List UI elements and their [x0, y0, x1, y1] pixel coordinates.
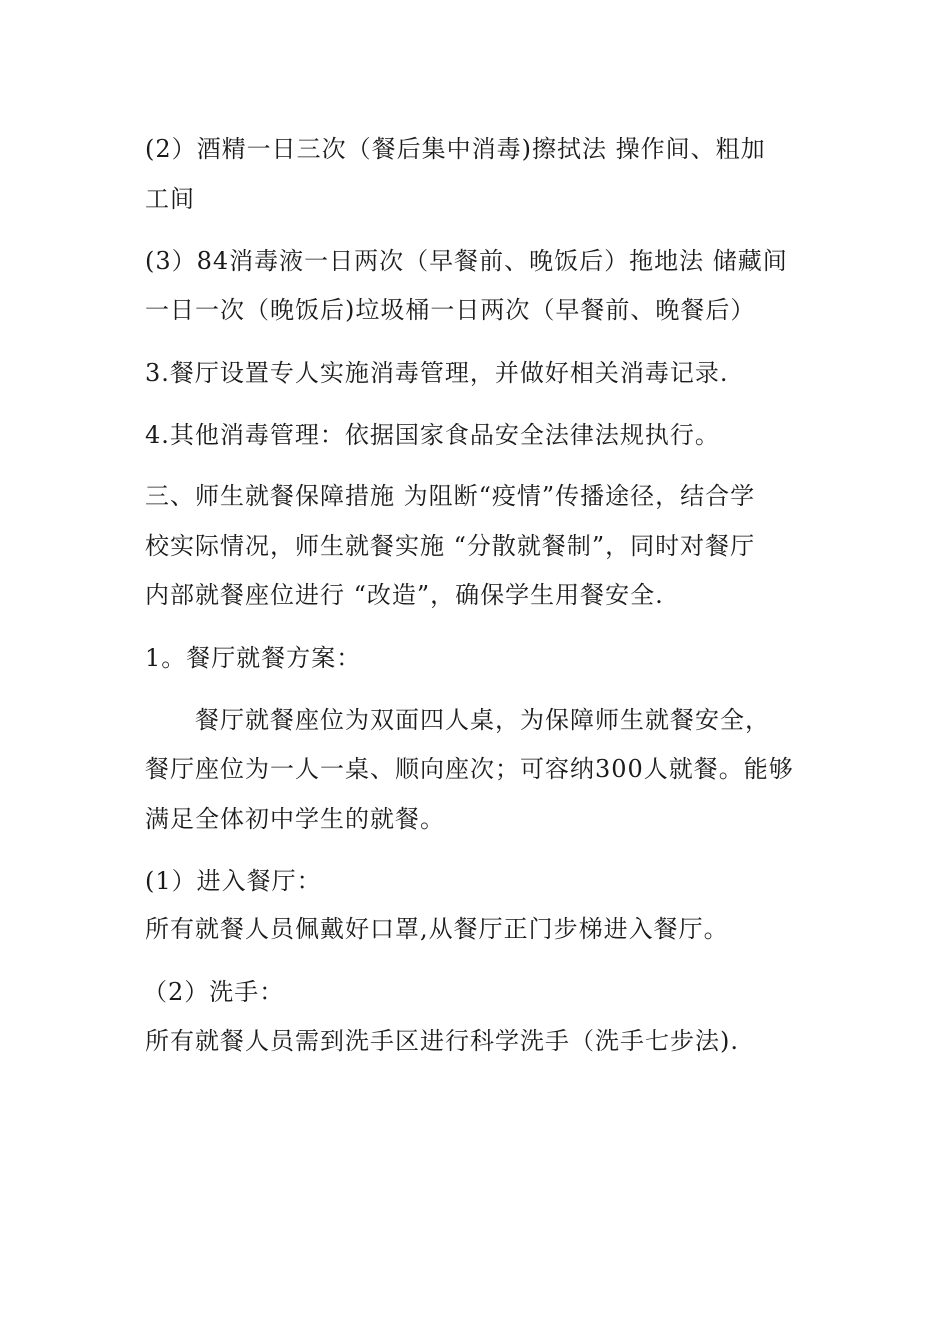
paragraph-line-9: 内部就餐座位进行 “改造”，确保学生用餐安全.	[145, 581, 664, 609]
paragraph-line-8: 校实际情况，师生就餐实施 “分散就餐制”，同时对餐厅	[145, 532, 756, 560]
paragraph-line-5: 3.餐厅设置专人实施消毒管理，并做好相关消毒记录.	[145, 359, 729, 387]
paragraph-line-12: 餐厅座位为一人一桌、顺向座次；可容纳300人就餐。能够	[145, 755, 794, 783]
paragraph-line-1: (2）酒精一日三次（餐后集中消毒)擦拭法 操作间、粗加	[145, 135, 766, 163]
paragraph-line-2: 工间	[145, 185, 195, 213]
subheading-line: 1。餐厅就餐方案：	[145, 644, 362, 672]
paragraph-line-11: 餐厅就餐座位为双面四人桌，为保障师生就餐安全，	[195, 706, 770, 734]
section-heading-line: 三、师生就餐保障措施 为阻断“疫情”传播途径，结合学	[145, 482, 756, 510]
paragraph-line-4: 一日一次（晚饭后)垃圾桶一日两次（早餐前、晚餐后）	[145, 296, 756, 324]
paragraph-line-14: (1）进入餐厅：	[145, 867, 322, 895]
paragraph-line-16: （2）洗手：	[143, 978, 285, 1006]
paragraph-line-6: 4.其他消毒管理：依据国家食品安全法律法规执行。	[145, 421, 720, 449]
paragraph-line-13: 满足全体初中学生的就餐。	[145, 805, 445, 833]
paragraph-line-17: 所有就餐人员需到洗手区进行科学洗手（洗手七步法).	[145, 1027, 739, 1055]
paragraph-line-15: 所有就餐人员佩戴好口罩,从餐厅正门步梯进入餐厅。	[145, 915, 729, 943]
paragraph-line-3: (3）84消毒液一日两次（早餐前、晚饭后）拖地法 储藏间	[145, 247, 788, 275]
